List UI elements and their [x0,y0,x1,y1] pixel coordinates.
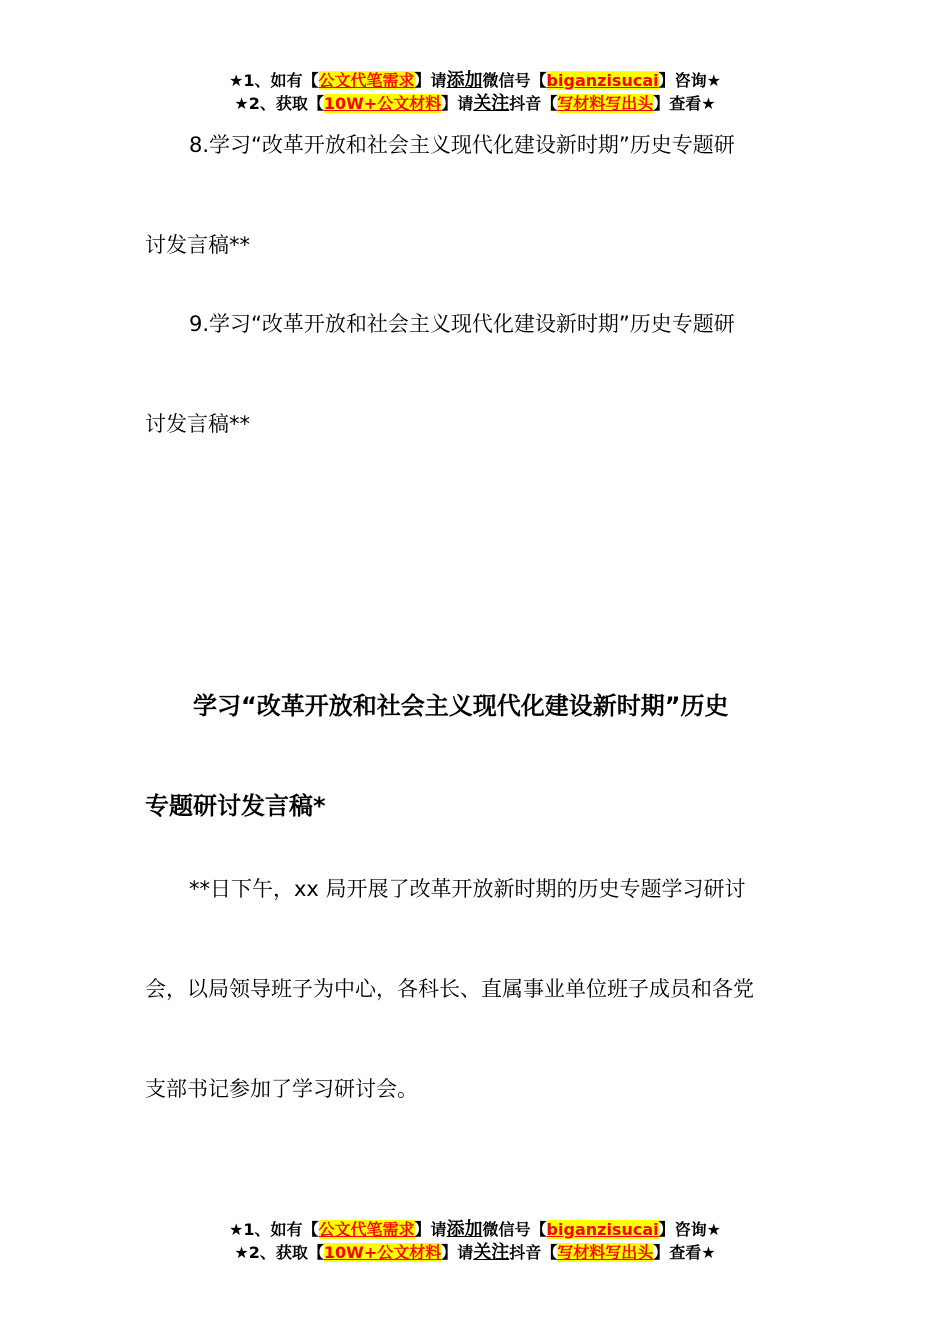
banner-text: ★2、获取【 [234,1243,324,1262]
emphasis-follow: 关注 [473,93,510,114]
emphasis-add: 添加 [446,1219,483,1240]
highlight-materials: 10W+公文材料 [323,94,442,113]
banner-text: 抖音【 [509,1243,558,1262]
banner-text: 】请 [441,1243,474,1262]
article-title-line-1: 学习“改革开放和社会主义现代化建设新时期”历史 [193,692,729,720]
banner-text: ★1、如有【 [229,71,319,90]
article-title-line-2: 专题研讨发言稿* [145,792,326,820]
banner-text: 微信号【 [482,71,547,90]
wechat-id: biganzisucai [546,1220,659,1239]
highlight-service: 公文代笔需求 [318,71,415,90]
banner-text: 】请 [441,94,474,113]
banner-text: 】请 [414,71,447,90]
header-banner-line-2 [0,92,950,115]
list-item-8-line-2: 讨发言稿** [145,233,250,257]
article-body-line-2: 会，以局领导班子为中心，各科长、直属事业单位班子成员和各党 [145,977,754,1001]
footer-banner-line-2 [0,1241,950,1264]
banner-text: 微信号【 [482,1220,547,1239]
footer-banner-line-1 [0,1218,950,1241]
footer-banner [0,1218,950,1264]
wechat-id: biganzisucai [546,71,659,90]
article-body-line-1: **日下午，xx 局开展了改革开放新时期的历史专题学习研讨 [189,877,746,901]
banner-text: 】咨询★ [658,1220,721,1239]
highlight-materials: 10W+公文材料 [323,1243,442,1262]
highlight-service: 公文代笔需求 [318,1220,415,1239]
header-banner [0,69,950,115]
banner-text: 】咨询★ [658,71,721,90]
article-body-line-3: 支部书记参加了学习研讨会。 [145,1077,418,1101]
emphasis-follow: 关注 [473,1242,510,1263]
douyin-account: 写材料写出头 [557,94,654,113]
banner-text: 】查看★ [653,1243,716,1262]
list-item-9-line-2: 讨发言稿** [145,412,250,436]
banner-text: ★1、如有【 [229,1220,319,1239]
list-item-9-line-1: 9.学习“改革开放和社会主义现代化建设新时期”历史专题研 [189,312,735,336]
banner-text: 】请 [414,1220,447,1239]
list-item-8-line-1: 8.学习“改革开放和社会主义现代化建设新时期”历史专题研 [189,133,735,157]
banner-text: ★2、获取【 [234,94,324,113]
header-banner-line-1 [0,69,950,92]
banner-text: 抖音【 [509,94,558,113]
banner-text: 】查看★ [653,94,716,113]
douyin-account: 写材料写出头 [557,1243,654,1262]
emphasis-add: 添加 [446,70,483,91]
